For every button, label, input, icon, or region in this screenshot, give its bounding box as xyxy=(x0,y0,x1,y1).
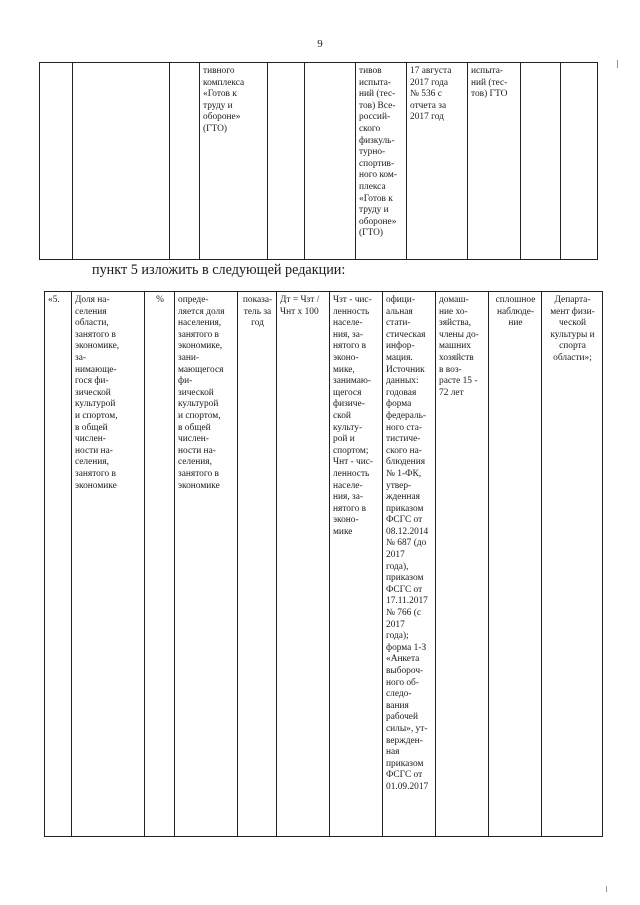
cell-variables: тивов испыта- ний (тес- тов) Все- россий- ского физкуль- турно- спортив- ного ком- плекса «Готов к труду и обороне» (ГТО) xyxy=(356,63,407,260)
table-continuation xyxy=(39,62,598,260)
cell-population: домаш- ние хо- зяйства, члены до- машних хозяйств в воз- расте 15 - 72 лет xyxy=(436,292,489,837)
cell-name xyxy=(73,63,170,260)
scan-mark xyxy=(606,886,607,892)
cell-formula: Дт = Чзт / Чнт х 100 xyxy=(277,292,330,837)
cell-unit: % xyxy=(145,292,175,837)
cell-number xyxy=(40,63,73,260)
cell-periodicity xyxy=(268,63,305,260)
cell-periodicity: показа- тель за год xyxy=(238,292,277,837)
cell-population: испыта- ний (тес- тов) ГТО xyxy=(468,63,521,260)
cell-source: 17 августа 2017 года № 536 с отчета за 2017 год xyxy=(407,63,468,260)
cell-method: сплошное наблюде- ние xyxy=(489,292,542,837)
cell-source: офици- альная стати- стическая инфор- мация. Источник данных: годовая форма федераль- ного ста- тистиче- ского на- блюдения № 1-ФК, утвер- жденная приказом ФСГС от 08.12.2014 № 687 (до 2017 года), приказом ФСГС от 17.11.2017 № 766 (с 2017 года); форма 1-З «Анкета выбороч- ного об- следо- вания рабочей силы», ут- вержден- ная приказом ФСГС от 01.09.2017 xyxy=(383,292,436,837)
table-row xyxy=(40,63,598,260)
cell-method xyxy=(521,63,561,260)
section-heading: пункт 5 изложить в следующей редакции: xyxy=(92,262,346,278)
cell-number: «5. xyxy=(45,292,72,837)
table-indicator-5 xyxy=(44,291,603,837)
cell-name: Доля на- селения области, занятого в экономике, за- нимающе- гося фи- зической культурой и спортом, в общей числен- ности на- селения, занятого в экономике xyxy=(72,292,145,837)
cell-unit xyxy=(170,63,200,260)
cell-variables: Чзт - чис- ленность населе- ния, за- нятого в эконо- мике, занимаю- щегося физиче- ской культу- рой и спортом; Чнт - чис- ленность населе- ния, за- нятого в эконо- мике xyxy=(330,292,383,837)
cell-definition: опреде- ляется доля населения, занятого в экономике, зани- мающегося фи- зической культурой и спортом, в общей числен- ности на- селения, занятого в экономике xyxy=(175,292,238,837)
cell-responsible: Департа- мент физи- ческой культуры и спорта области»; xyxy=(542,292,603,837)
cell-responsible xyxy=(561,63,598,260)
cell-formula xyxy=(305,63,356,260)
page-number: 9 xyxy=(317,38,323,50)
scan-mark xyxy=(617,60,618,68)
cell-definition: тивного комплекса «Готов к труду и обороне» (ГТО) xyxy=(200,63,268,260)
table-row xyxy=(45,292,603,837)
